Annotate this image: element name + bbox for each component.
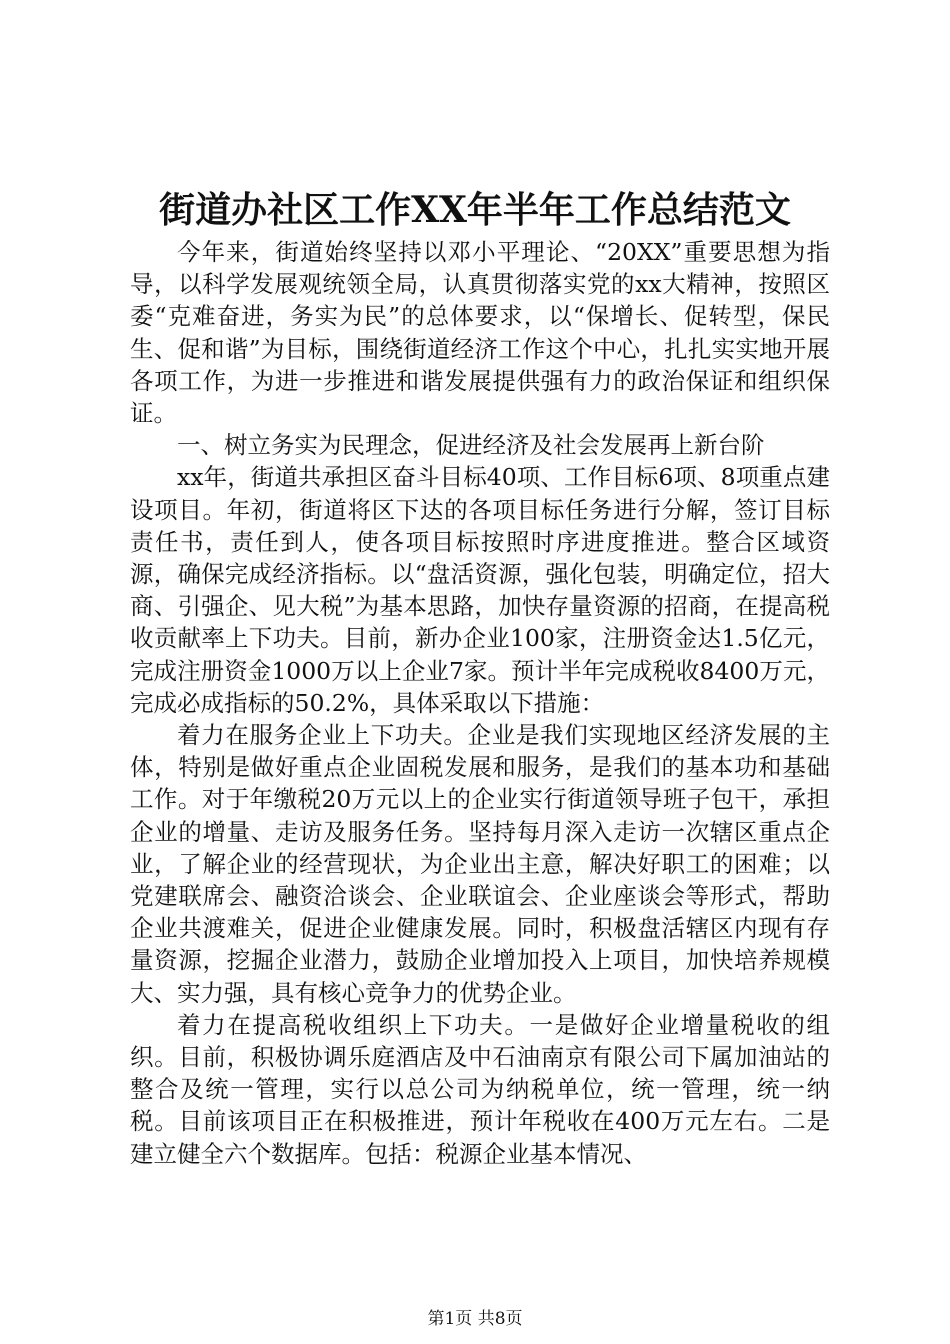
page-number-footer: 第1页 共8页 xyxy=(427,1309,523,1329)
paragraph-intro: 今年来，街道始终坚持以邓小平理论、“20XX”重要思想为指导，以科学发展观统领全局，认真贯彻落实党的xx大精神，按照区委“克难奋进，务实为民”的总体要求，以“保增长、促转型，保民生、促和谐”为目标，围绕街道经济工作这个中心，扎扎实实地开展各项工作，为进一步推进和谐发展提供强有力的政治保证和组织保证。 xyxy=(130,238,830,428)
document-title: 街道办社区工作XX年半年工作总结范文 xyxy=(159,189,791,231)
paragraph-targets: xx年，街道共承担区奋斗目标40项、工作目标6项、8项重点建设项目。年初，街道将区下达的各项目标任务进行分解，签订目标责任书，责任到人，使各项目标按照时序进度推进。整合区域资源，确保完成经济指标。以“盘活资源，强化包装，明确定位，招大商、引强企、见大税”为基本思路，加快存量资源的招商，在提高税收贡献率上下功夫。目前，新办企业100家，注册资金达1.5亿元，完成注册资金1000万以上企业7家。预计半年完成税收8400万元，完成必成指标的50.2%，具体采取以下措施： xyxy=(130,463,830,717)
document-body xyxy=(130,236,830,1170)
section-heading-1: 一、树立务实为民理念，促进经济及社会发展再上新台阶 xyxy=(177,431,765,460)
paragraph-tax-organization: 着力在提高税收组织上下功夫。一是做好企业增量税收的组织。目前，积极协调乐庭酒店及中石油南京有限公司下属加油站的整合及统一管理，实行以总公司为纳税单位，统一管理，统一纳税。目前该项目正在积极推进，预计年税收在400万元左右。二是建立健全六个数据库。包括：税源企业基本情况、 xyxy=(130,1010,830,1168)
paragraph-enterprise-service: 着力在服务企业上下功夫。企业是我们实现地区经济发展的主体，特别是做好重点企业固税发展和服务，是我们的基本功和基础工作。对于年缴税20万元以上的企业实行街道领导班子包干，承担企业的增量、走访及服务任务。坚持每月深入走访一次辖区重点企业，了解企业的经营现状，为企业出主意，解决好职工的困难；以党建联席会、融资洽谈会、企业联谊会、企业座谈会等形式，帮助企业共渡难关，促进企业健康发展。同时，积极盘活辖区内现有存量资源，挖掘企业潜力，鼓励企业增加投入上项目，加快培养规模大、实力强，具有核心竞争力的优势企业。 xyxy=(130,721,830,1007)
